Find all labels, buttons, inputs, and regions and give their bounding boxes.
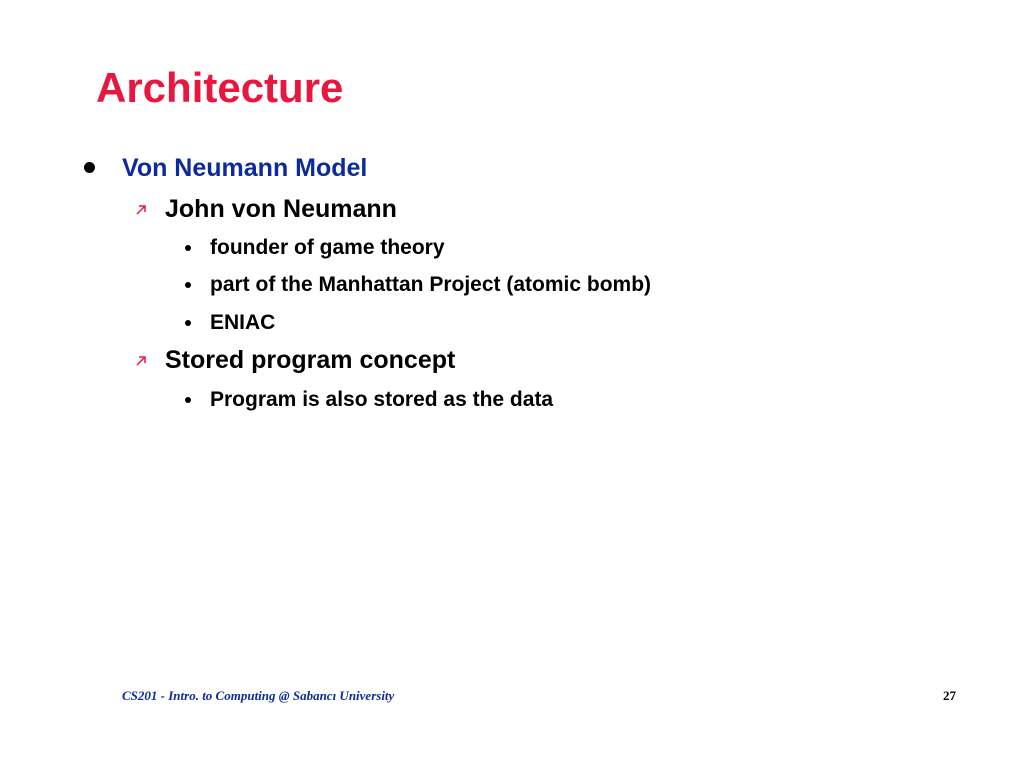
page-number: 27 [943,688,956,703]
bullet-von-neumann-model: Von Neumann Model [122,154,368,182]
footer-course: CS201 - Intro. to Computing @ Sabancı University [122,688,395,703]
list-item: Program is also stored as the data [210,388,554,411]
subheading-stored-program-concept: Stored program concept [165,346,456,374]
list-item: founder of game theory [210,236,445,259]
diagonal-arrow-icon [134,354,148,368]
bullet-dot-icon [84,162,95,173]
bullet-dot-icon [185,397,191,403]
bullet-dot-icon [185,282,191,288]
subheading-john-von-neumann: John von Neumann [165,195,397,223]
list-item: ENIAC [210,311,276,334]
slide-title: Architecture [96,64,344,111]
bullet-dot-icon [185,245,191,251]
list-item: part of the Manhattan Project (atomic bomb) [210,273,652,296]
bullet-dot-icon [185,320,191,326]
diagonal-arrow-icon [134,203,148,217]
